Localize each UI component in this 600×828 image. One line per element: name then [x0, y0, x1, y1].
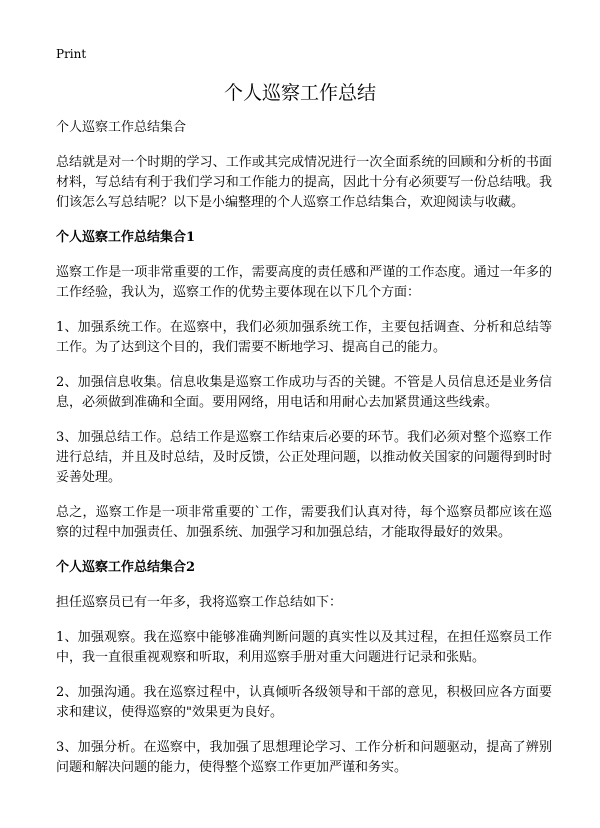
section2-paragraph: 2、加强沟通。我在巡察过程中，认真倾听各级领导和干部的意见，积极回应各方面要求和建议，使得巡察的"效果更为良好。 — [56, 685, 552, 720]
section-heading-1: 个人巡察工作总结集合1 — [56, 230, 196, 245]
section2-paragraph: 担任巡察员已有一年多，我将巡察工作总结如下： — [56, 595, 343, 610]
section1-paragraph: 2、加强信息收集。信息收集是巡察工作成功与否的关键。不管是人员信息还是业务信息，必须做到准确和全面。要用网络，用电话和用耐心去加紧贯通这些线索。 — [56, 375, 552, 410]
section1-paragraph: 1、加强系统工作。在巡察中，我们必须加强系统工作，主要包括调查、分析和总结等工作。为了达到这个目的，我们需要不断地学习、提高自己的能力。 — [56, 320, 552, 355]
section2-paragraph: 3、加强分析。在巡察中，我加强了思想理论学习、工作分析和问题驱动，提高了辨别问题和解决问题的能力，使得整个巡察工作更加严谨和务实。 — [56, 740, 552, 775]
section1-paragraph: 巡察工作是一项非常重要的工作，需要高度的责任感和严谨的工作态度。通过一年多的工作经验，我认为，巡察工作的优势主要体现在以下几个方面： — [56, 265, 552, 300]
section2-paragraph: 1、加强观察。我在巡察中能够准确判断问题的真实性以及其过程，在担任巡察员工作中，我一直很重视观察和听取，利用巡察手册对重大问题进行记录和张贴。 — [56, 630, 552, 665]
subtitle: 个人巡察工作总结集合 — [56, 120, 187, 135]
print-link[interactable]: Print — [56, 47, 87, 61]
section1-paragraph: 总之，巡察工作是一项非常重要的`工作，需要我们认真对待，每个巡察员都应该在巡察的过程中加强责任、加强系统、加强学习和加强总结，才能取得最好的效果。 — [56, 505, 552, 540]
section1-paragraph: 3、加强总结工作。总结工作是巡察工作结束后必要的环节。我们必须对整个巡察工作进行总结，并且及时总结，及时反馈，公正处理问题，以推动攸关国家的问题得到时时妥善处理。 — [56, 430, 552, 485]
section-heading-2: 个人巡察工作总结集合2 — [56, 560, 196, 575]
document-title: 个人巡察工作总结 — [223, 82, 376, 104]
document-body — [56, 118, 552, 793]
intro-paragraph: 总结就是对一个时期的学习、工作或其完成情况进行一次全面系统的回顾和分析的书面材料，写总结有利于我们学习和工作能力的提高，因此十分有必须要写一份总结哦。我们该怎么写总结呢？以下是小编整理的个人巡察工作总结集合，欢迎阅读与收藏。 — [56, 155, 552, 210]
